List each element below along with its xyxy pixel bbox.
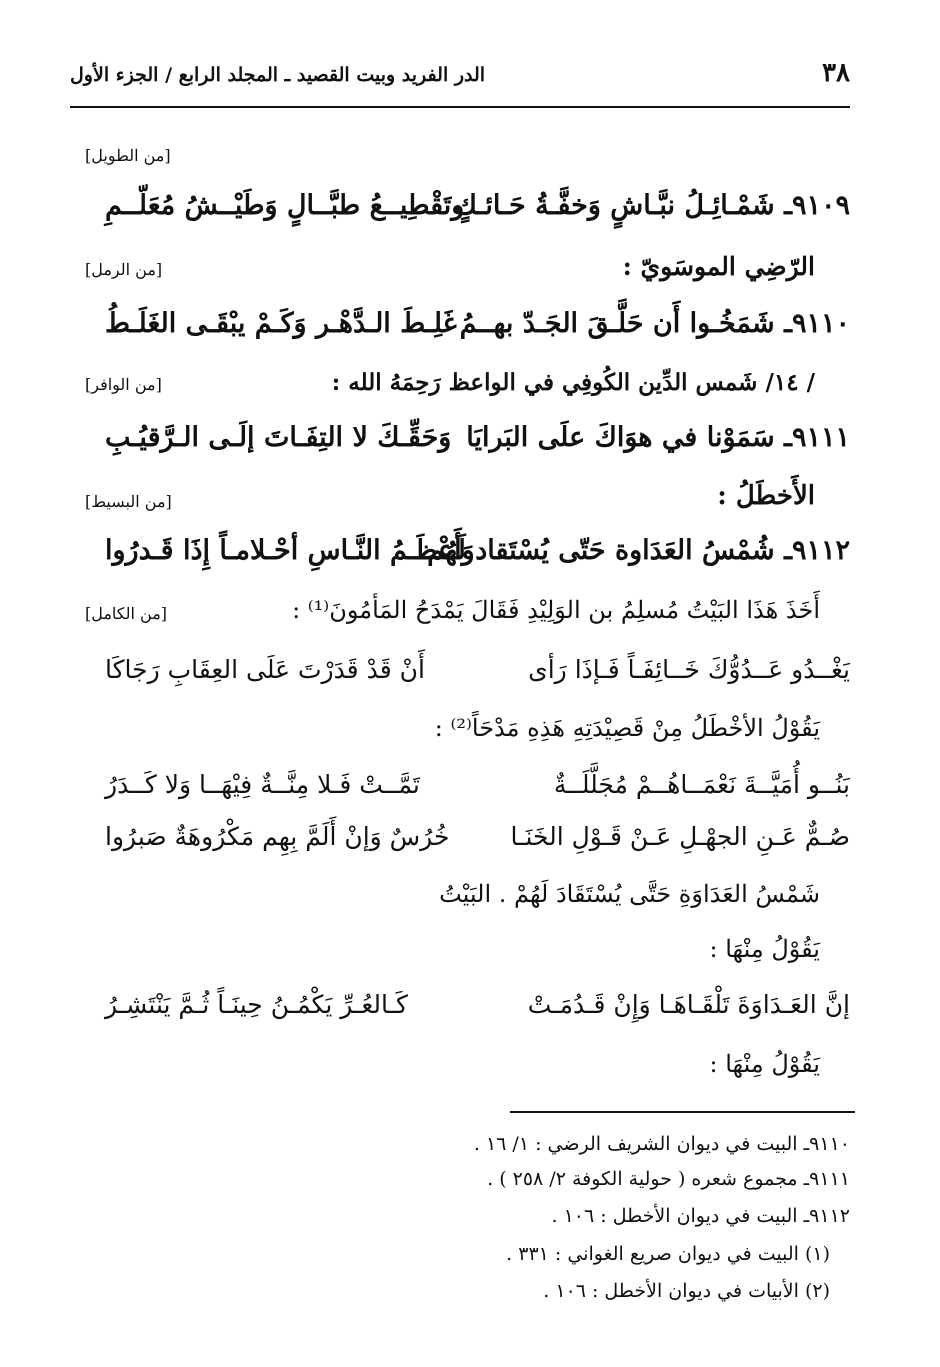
verse-9112	[105, 535, 850, 575]
verse-second-hemistich: وتَقْطِيــعُ طبَّــالٍ وَطَيْــشُ مُعَلّــمِ	[105, 190, 465, 221]
quoted-verse	[105, 655, 850, 695]
verse-first-hemistich: بَنُــو أُمَيَّــةَ نَعْمَــاهُــمْ مُجَلَّلَــةٌ	[553, 770, 850, 799]
verse-first-hemistich: صُـمٌّ عَـنِ الجهْـلِ عَـنْ قَـوْلِ الخَنَـا	[510, 822, 850, 851]
header-divider	[70, 106, 850, 108]
meter-label: [من الكامل]	[85, 604, 168, 623]
prose-line: يَقُوْلُ مِنْهَا :	[709, 935, 820, 963]
poet-name: الأَخطَلُ :	[717, 481, 815, 511]
verse-second-hemistich: أَنْ قَدْ قَدَرْتَ عَلَى العِقَابِ رَجَاكَا	[105, 655, 425, 684]
verse-second-hemistich: خُرُسٌ وَإنْ أَلَمَّ بِهِم مَكْرُوهَةٌ صَبرُوا	[105, 822, 450, 851]
verse-second-hemistich: كَـالعُـرِّ يَكْمُـنُ حِينَـاً ثُـمَّ يَنْتَشِـرُ	[105, 990, 408, 1019]
verse-second-hemistich: وَأَعْظَـمُ النَّـاسِ أحْـلامـاً إِذَا قَـدرُوا	[105, 535, 475, 566]
verse-first-hemistich: ٩١١٠ـ شَمَخُـوا أَن حَلَّـقَ الجَـدّ بهــمُ	[459, 308, 850, 339]
verse-first-hemistich: ٩١١٢ـ شُمْسُ العَدَاوة حَتّى يُسْتَقاد لَهُم	[427, 535, 850, 566]
poet-name: / ١٤/ شَمس الدِّين الكُوفِي في الواعظ رَحِمَهُ الله :	[331, 369, 815, 396]
footnote: ٩١١١ـ مجموع شعره ( حولية الكوفة ٢/ ٢٥٨ ) .	[487, 1168, 850, 1190]
meter-label: [من الوافر]	[85, 375, 162, 394]
footnote: ٩١١٠ـ البيت في ديوان الشريف الرضي : ١/ ١٦ .	[473, 1133, 850, 1155]
verse-9110	[105, 308, 850, 348]
footnote: (١) البيت في ديوان صريع الغواني : ٣٣١ .	[506, 1243, 830, 1265]
quoted-verse	[105, 770, 850, 810]
prose-line: شَمْسُ العَدَاوَةِ حَتَّى يُسْتَقَادَ لَهُمْ . البَيْتُ	[439, 880, 820, 908]
verse-second-hemistich: وَحَقِّـكَ لا التِفَـاتَ إلَـى الـرَّقيُـبِ	[105, 422, 452, 453]
verse-first-hemistich: يَغْــدُو عَــدُوُّكَ خَــائِفَـاً فَـإذَا رَأى	[528, 655, 850, 684]
footnote-divider	[510, 1111, 855, 1113]
verse-second-hemistich: غَلِـطَ الـدَّهْـر وَكَـمْ يبْقَـى الغَلَـطُ	[105, 308, 457, 339]
footnote: (٢) الأبيات في ديوان الأخطل : ١٠٦ .	[543, 1280, 830, 1302]
verse-9111	[105, 422, 850, 462]
prose-line: أَخَذَ هَذَا البَيْتُ مُسلِمُ بن الوَلِيْدِ فَقَالَ يَمْدَحُ المَأمُونَ⁽¹⁾ :	[292, 596, 820, 624]
page-number: ٣٨	[822, 58, 850, 88]
verse-first-hemistich: إنَّ العَـدَاوَةَ تَلْقَـاهَـا وَإِنْ قَـدُمَـتْ	[527, 990, 850, 1019]
prose-line: يَقُوْلُ مِنْهَا :	[709, 1050, 820, 1078]
running-header-title: الدر الفريد وبيت القصيد ـ المجلد الرابع / الجزء الأول	[70, 64, 486, 86]
prose-line: يَقُوْلُ الأخْطَلُ مِنْ قَصِيْدَتِهِ هَذِهِ مَدْحَاً⁽²⁾ :	[434, 714, 820, 742]
meter-label: [من الطويل]	[85, 146, 171, 165]
quoted-verse	[105, 822, 850, 862]
meter-label: [من الرمل]	[85, 260, 163, 279]
verse-second-hemistich: تَمَّــتْ فَـلا مِنَّــةٌ فِيْهَــا وَلا كَــدَرُ	[105, 770, 420, 799]
quoted-verse	[105, 990, 850, 1030]
verse-first-hemistich: ٩١١١ـ سَمَوْنا في هوَاكَ علَى البَرايَا	[466, 422, 850, 453]
footnote: ٩١١٢ـ البيت في ديوان الأخطل : ١٠٦ .	[551, 1205, 850, 1227]
meter-label: [من البسيط]	[85, 492, 172, 511]
verse-9109	[105, 190, 850, 230]
verse-first-hemistich: ٩١٠٩ـ شَمْـائِـلُ نبَّـاشٍ وَخفَّـةُ حَـائـكٍ	[454, 190, 850, 221]
poet-name: الرّضِي الموسَويّ :	[622, 252, 815, 281]
